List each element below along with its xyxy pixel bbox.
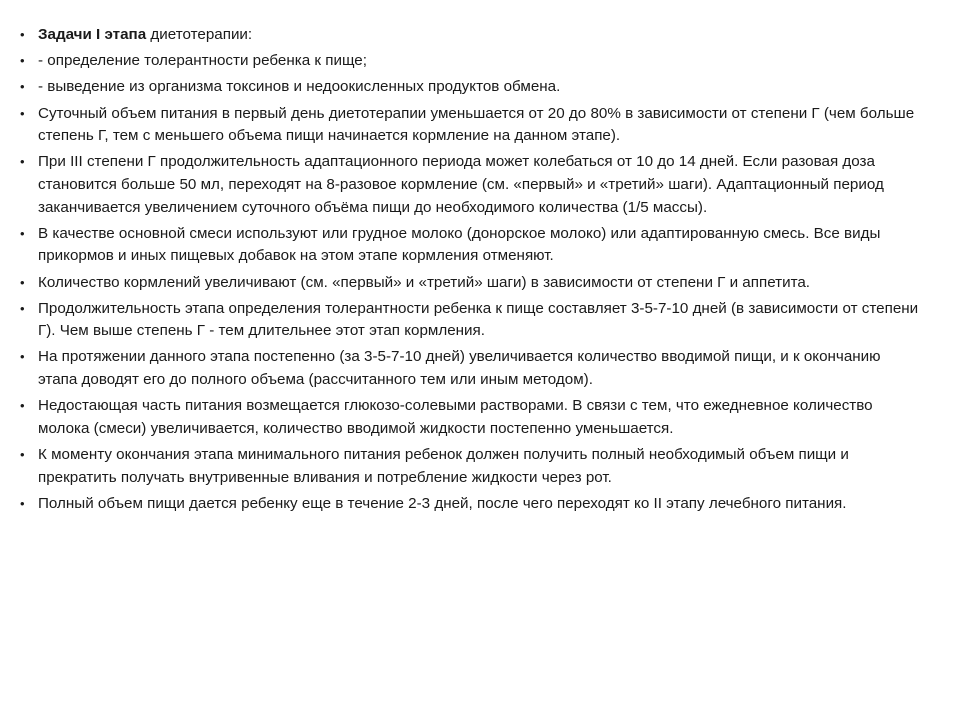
bullet-icon: • [20,27,25,42]
bullet-icon: • [20,447,25,463]
bullet-icon: • [20,79,25,95]
list-item [20,103,920,148]
item-text: В качестве основной смеси используют или грудное молоко (донорское молоко) или адаптированную смесь. Все виды прикормов и иных пищевых добавок на этом этапе кормления отменяют. [38,224,881,265]
list-item [20,151,920,219]
item-bold-lead: Задачи I этапа [38,26,147,43]
bullet-icon: • [20,274,25,290]
list-item [20,272,920,295]
list-item [20,395,920,440]
bullet-icon: • [20,53,25,69]
list-item [20,346,920,391]
list-item [20,50,920,73]
bullet-icon: • [20,495,25,511]
list-item [20,24,920,47]
item-text: К моменту окончания этапа минимального питания ребенок должен получить полный необходимый объем пищи и прекратить получать внутривенные вливания и потребление жидкости через рот. [38,446,849,486]
bullet-icon: • [20,349,25,365]
list-item [20,493,920,516]
item-text: Суточный объем питания в первый день диетотерапии уменьшается от 20 до 80% в зависимости от степени Г (чем больше степень Г, тем с меньшего объема пищи начинается кормление на данном этапе). [38,104,915,145]
list-item [20,298,920,343]
item-text: На протяжении данного этапа постепенно (за 3-5-7-10 дней) увеличивается количество вводимой пищи, и к окончанию этапа доводят его до полного объема (рассчитанного тем или иным методом). [38,348,881,389]
item-text: Продолжительность этапа определения толерантности ребенка к пище составляет 3-5-7-10 дней (в зависимости от степени Г). Чем выше степень Г - тем длительнее этот этап кормления. [38,299,919,340]
item-text: Количество кормлений увеличивают (см. «первый» и «третий» шаги) в зависимости от степени Г и аппетита. [38,273,811,291]
list-item [20,76,920,99]
list-item [20,223,920,268]
item-text: - определение толерантности ребенка к пище; [38,52,367,70]
bullet-icon: • [20,154,25,170]
bullet-icon: • [20,225,25,241]
bullet-list [20,24,920,515]
bullet-icon: • [20,398,25,414]
item-text: Недостающая часть питания возмещается глюкозо-солевыми растворами. В связи с тем, что ежедневное количество молока (смеси) увеличивается, количество вводимой жидкости постепенно уменьшается. [38,397,873,437]
item-text: диетотерапии: [146,26,253,43]
item-text: При III степени Г продолжительность адаптационного периода может колебаться от 10 до 14 дней. Если разовая доза становится больше 50 мл, переходят на 8-разовое кормление (см. «первый» и «третий» шаги). Адаптационный период заканчивается увеличением суточного объёма пищи до необходимого количества (1/5 массы). [38,153,884,216]
bullet-icon: • [20,105,25,121]
slide-body [20,24,920,519]
item-text: - выведение из организма токсинов и недоокисленных продуктов обмена. [38,78,561,96]
bullet-icon: • [20,300,25,316]
item-text: Полный объем пищи дается ребенку еще в течение 2-3 дней, после чего переходят ко II этапу лечебного питания. [38,494,847,512]
list-item [20,444,920,489]
